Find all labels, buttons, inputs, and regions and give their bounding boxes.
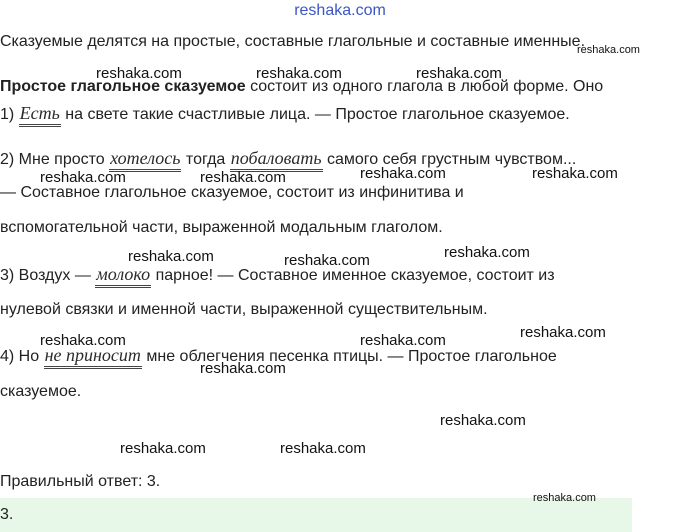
correct-answer: Правильный ответ: 3. <box>0 473 161 490</box>
watermark: reshaka.com <box>533 492 596 504</box>
watermark: reshaka.com <box>360 165 446 182</box>
watermark: reshaka.com <box>40 169 126 186</box>
example-3-line-2: нулевой связки и именной части, выраженной существительным. <box>0 301 488 318</box>
example-2-text: самого себя грустным чувством... <box>322 151 577 168</box>
watermark: reshaka.com <box>96 65 182 82</box>
example-1 <box>0 103 570 125</box>
example-3 <box>0 264 555 286</box>
watermark: reshaka.com <box>280 440 366 457</box>
example-1-predicate: Есть <box>19 103 61 127</box>
watermark: reshaka.com <box>520 324 606 341</box>
example-2-predicate-2: побаловать <box>230 148 323 172</box>
example-4-number: 4) Но <box>0 348 44 365</box>
watermark: reshaka.com <box>440 412 526 429</box>
example-2 <box>0 148 576 170</box>
site-title[interactable]: reshaka.com <box>294 2 386 19</box>
example-4-text: мне облегчения песенка птицы. — Простое глагольное <box>141 348 557 365</box>
example-1-text: на свете такие счастливые лица. — Простое глагольное сказуемое. <box>60 106 570 123</box>
watermark: reshaka.com <box>284 252 370 269</box>
watermark: reshaka.com <box>577 44 640 56</box>
intro-text: Сказуемые делятся на простые, составные глагольные и составные именные. <box>0 33 586 50</box>
example-4-line-2: сказуемое. <box>0 383 82 400</box>
example-2-predicate-1: хотелось <box>109 148 181 172</box>
watermark: reshaka.com <box>444 244 530 261</box>
example-4-predicate: не приносит <box>44 345 142 369</box>
watermark: reshaka.com <box>532 165 618 182</box>
simple-predicate-rest: состоит из одного глагола в любой форме. Оно <box>245 78 604 95</box>
watermark: reshaka.com <box>40 332 126 349</box>
watermark: reshaka.com <box>360 332 446 349</box>
watermark: reshaka.com <box>416 65 502 82</box>
watermark: reshaka.com <box>200 360 286 377</box>
watermark: reshaka.com <box>128 248 214 265</box>
example-3-number: 3) Воздух — <box>0 267 96 284</box>
watermark: reshaka.com <box>256 65 342 82</box>
example-2-middle: тогда <box>181 151 230 168</box>
example-2-line-2: — Составное глагольное сказуемое, состоит из инфинитива и <box>0 184 464 201</box>
example-2-number: 2) Мне просто <box>0 151 110 168</box>
answer-box-text: 3. <box>0 506 14 523</box>
example-3-text: парное! — Составное именное сказуемое, состоит из <box>151 267 555 284</box>
example-3-predicate: молоко <box>95 264 151 288</box>
watermark: reshaka.com <box>200 169 286 186</box>
example-1-number: 1) <box>0 106 19 123</box>
example-2-line-3: вспомогательной части, выраженной модальным глаголом. <box>0 219 443 236</box>
simple-predicate-term: Простое глагольное сказуемое <box>0 78 246 95</box>
watermark: reshaka.com <box>120 440 206 457</box>
